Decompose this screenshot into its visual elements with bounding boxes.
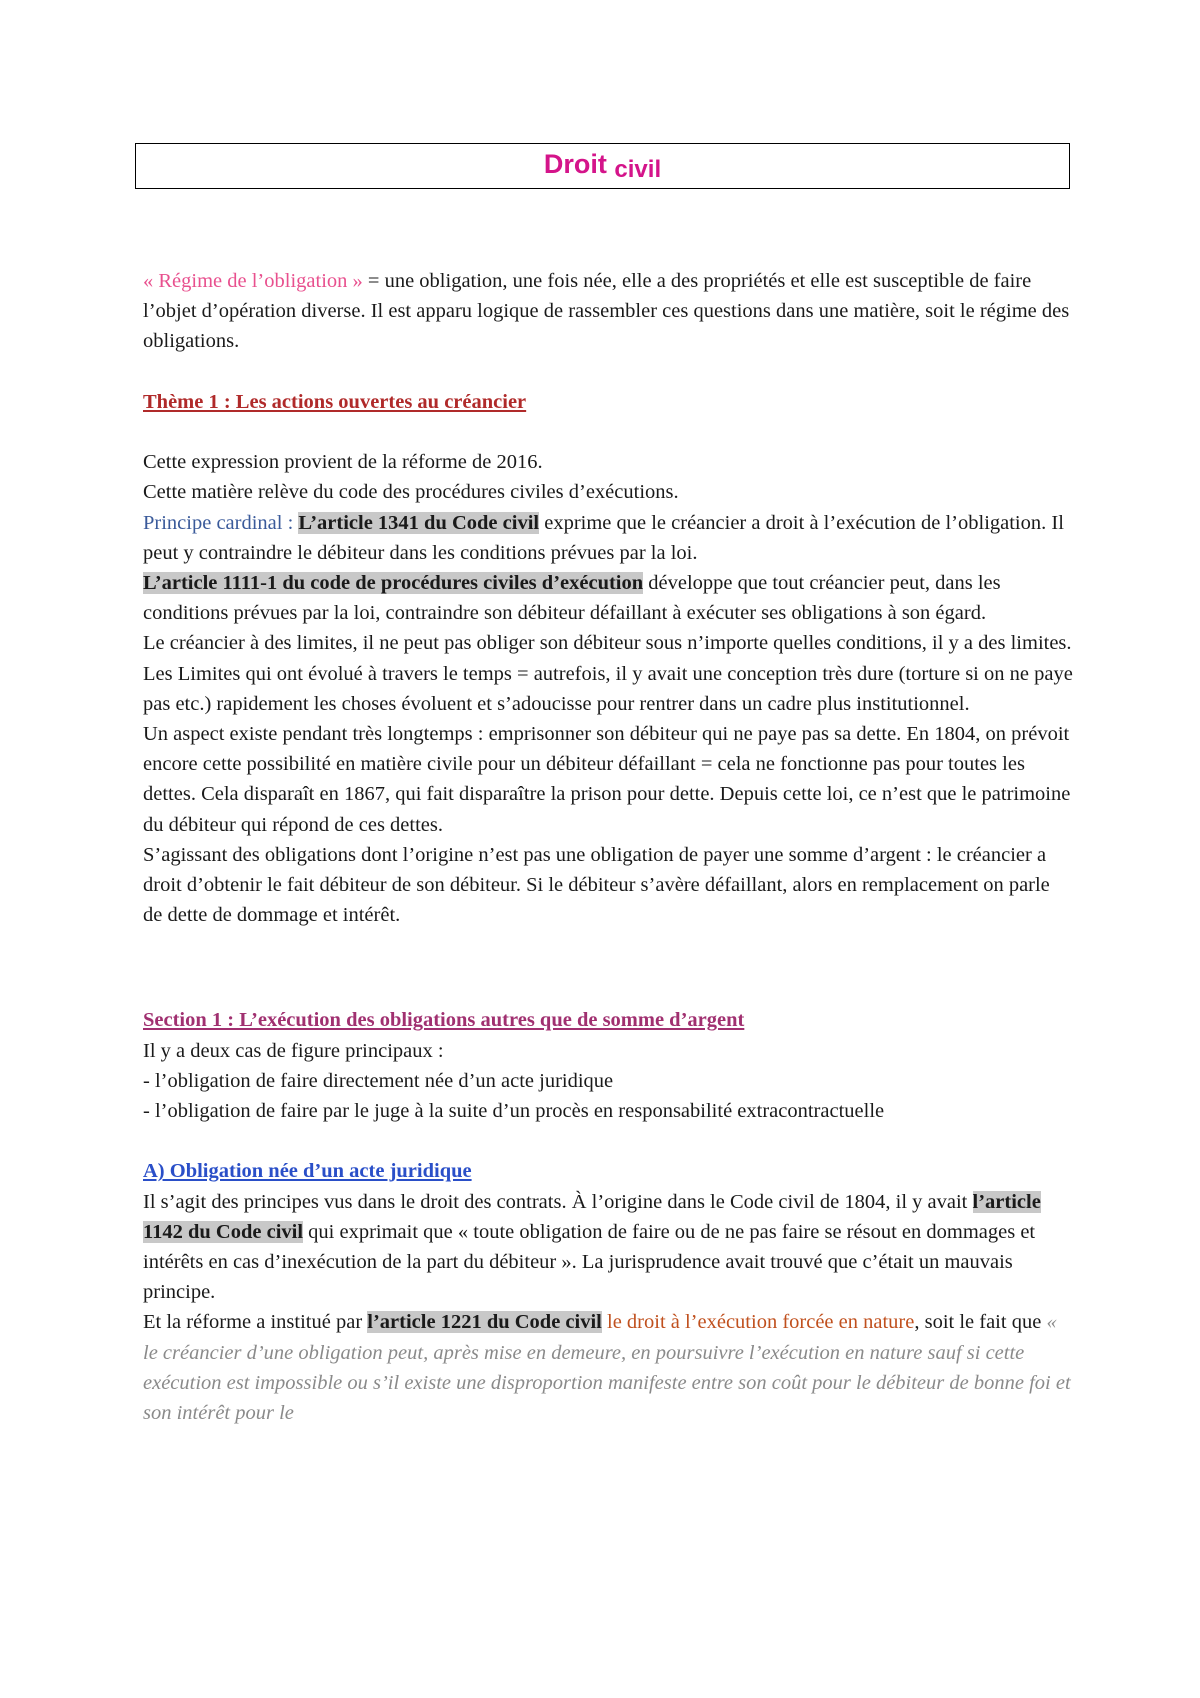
subA-paragraph-2	[143, 1307, 1073, 1428]
article-1111-highlight: L’article 1111-1 du code de procédures civiles d’exécution	[143, 572, 644, 594]
spacer	[143, 930, 1073, 1005]
principle-paragraph	[143, 508, 1073, 568]
subA-p2-start: Et la réforme a institué par	[143, 1311, 368, 1334]
document-body	[143, 266, 1073, 1428]
article-1111-paragraph	[143, 568, 1073, 628]
section1-heading	[143, 1005, 1073, 1035]
subA-paragraph-1	[143, 1187, 1073, 1308]
theme1-line1: Cette expression provient de la réforme de 2016.	[143, 451, 543, 474]
intro-paragraph	[143, 266, 1073, 357]
article-1142-highlight: l’article 1142 du Code civil	[143, 1190, 1041, 1243]
subA-p2-quote: « le créancier d’une obligation peut, après mise en demeure, en poursuivre l’exécution en nature sauf si cette exécution est impossible ou s’il existe une disproportion manifeste entre son coût pour le débiteur de bonne foi et son intérêt pour le	[143, 1311, 1071, 1425]
subA-heading-text: A) Obligation née d’un acte juridique	[143, 1160, 472, 1183]
document-title	[544, 149, 661, 184]
theme1-heading	[143, 387, 1073, 417]
limits-paragraph: Le créancier à des limites, il ne peut pas obliger son débiteur sous n’importe quelles conditions, il y a des limites. Les Limites qui ont évolué à travers le temps = autrefois, il y avait une conception très dure (torture si on ne paye pas etc.) rapidement les choses évoluent et s’adoucisse pour rentrer dans un cadre plus institutionnel.	[143, 632, 1073, 715]
intro-text: = une obligation, une fois née, elle a des propriétés et elle est susceptible de faire l’objet d’opération diverse. Il est apparu logique de rassembler ces questions dans une matière, soit le régime des obligations.	[143, 270, 1070, 353]
section1-heading-text: Section 1 : L’exécution des obligations autres que de somme d’argent	[143, 1009, 745, 1032]
subA-heading	[143, 1156, 1073, 1186]
principle-text: exprime que le créancier a droit à l’exécution de l’obligation. Il peut y contraindre le débiteur dans les conditions prévues par la loi.	[143, 511, 1064, 564]
section1-case1: - l’obligation de faire directement née d’un acte juridique	[143, 1069, 614, 1092]
article-1111-text: développe que tout créancier peut, dans les conditions prévues par la loi, contraindre son débiteur défaillant à exécuter ses obligations à son égard.	[143, 572, 1001, 625]
subA-p1-start: Il s’agit des principes vus dans le droit des contrats. À l’origine dans le Code civil de 1804, il y avait	[143, 1190, 973, 1213]
section1-intro: Il y a deux cas de figure principaux :	[143, 1039, 444, 1062]
title-box	[135, 143, 1070, 189]
title-word-1: Droit	[543, 149, 607, 179]
section1-case2: - l’obligation de faire par le juge à la suite d’un procès en responsabilité extracontractuelle	[143, 1100, 885, 1123]
subA-p2-orange: le droit à l’exécution forcée en nature	[601, 1311, 915, 1334]
principle-label: Principe cardinal :	[143, 511, 294, 534]
theme1-line2: Cette matière relève du code des procédures civiles d’exécutions.	[143, 481, 679, 504]
article-1341-highlight: L’article 1341 du Code civil	[298, 511, 540, 534]
title-word-2: civil	[614, 156, 662, 183]
intro-term: « Régime de l’obligation »	[143, 270, 363, 292]
spacer	[143, 357, 1073, 387]
prison-paragraph: Un aspect existe pendant très longtemps : emprisonner son débiteur qui ne paye pas sa dette. En 1804, on prévoit encore cette possibilité en matière civile pour un débiteur défaillant = cela ne fonctionne pas pour toutes les dettes. Cela disparaît en 1867, qui fait disparaître la prison pour dette. Depuis cette loi, ce n’est que le patrimoine du débiteur qui répond de ces dettes.	[143, 723, 1071, 836]
article-1221-highlight: l’article 1221 du Code civil	[367, 1311, 602, 1334]
theme1-heading-text: Thème 1 : Les actions ouvertes au créancier	[143, 390, 527, 413]
obligations-paragraph: S’agissant des obligations dont l’origine n’est pas une obligation de payer une somme d’argent : le créancier a droit d’obtenir le fait débiteur de son débiteur. Si le débiteur s’avère défaillant, alors en remplacement on parle de dette de dommage et intérêt.	[143, 843, 1050, 927]
subA-p1-end: qui exprimait que « toute obligation de faire ou de ne pas faire se résout en dommages et intérêts en cas d’inexécution de la part du débiteur ». La jurisprudence avait trouvé que c’était un mauvais principe.	[143, 1220, 1036, 1304]
spacer	[143, 417, 1073, 447]
subA-p2-mid: , soit le fait que	[914, 1311, 1047, 1334]
spacer	[143, 1126, 1073, 1156]
